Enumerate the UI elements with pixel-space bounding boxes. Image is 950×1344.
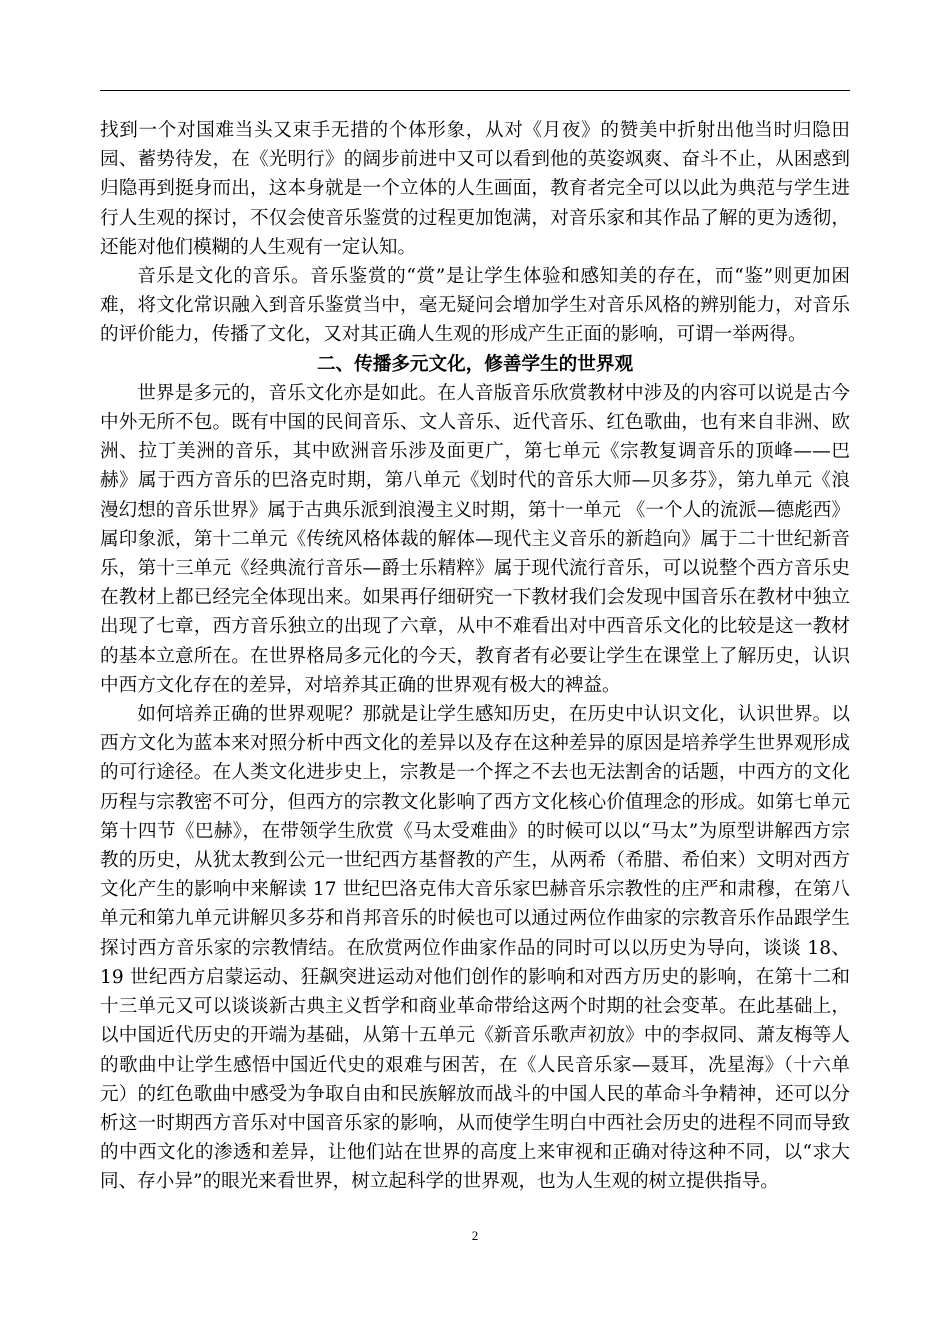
page-number: 2 xyxy=(471,1228,479,1243)
section-paragraph: 世界是多元的，音乐文化亦是如此。在人音版音乐欣赏教材中涉及的内容可以说是古今中外无所不包。既有中国的民间音乐、文人音乐、近代音乐、红色歌曲，也有来自非洲、欧洲、拉丁美洲的音乐，其中欧洲音乐涉及面更广，第七单元《宗教复调音乐的顶峰——巴赫》属于西方音乐的巴洛克时期，第八单元《划时代的音乐大师—贝多芬》，第九单元《浪漫幻想的音乐世界》属于古典乐派到浪漫主义时期，第十一单元 《一个人的流派—德彪西》属印象派，第十二单元《传统风格体裁的解体—现代主义音乐的新趋向》属于二十世纪新音乐，第十三单元《经典流行音乐—爵士乐精粹》属于现代流行音乐，可以说整个西方音乐史在教材上都已经完全体现出来。如果再仔细研究一下教材我们会发现中国音乐在教材中独立出现了七章，西方音乐独立的出现了六章，从中不难看出对中西音乐文化的比较是这一教材的基本立意所在。在世界格局多元化的今天，教育者有必要让学生在课堂上了解历史，认识中西方文化存在的差异，对培养其正确的世界观有极大的裨益。 xyxy=(100,382,850,696)
body-paragraph: 音乐是文化的音乐。音乐鉴赏的“赏”是让学生体验和感知美的存在，而“鉴”则更加困难，将文化常识融入到音乐鉴赏当中，毫无疑问会增加学生对音乐风格的辨别能力，对音乐的评价能力，传播了文化，又对其正确人生观的形成产生正面的影响，可谓一举两得。 xyxy=(100,266,850,346)
body-paragraph-continued: 找到一个对国难当头又束手无措的个体形象，从对《月夜》的赞美中折射出他当时归隐田园、蓄势待发，在《光明行》的阔步前进中又可以看到他的英姿飒爽、奋斗不止，从困惑到归隐再到挺身而出，这本身就是一个立体的人生画面，教育者完全可以以此为典范与学生进行人生观的探讨，不仅会使音乐鉴赏的过程更加饱满，对音乐家和其作品了解的更为透彻，还能对他们模糊的人生观有一定认知。 xyxy=(100,120,850,258)
header-rule xyxy=(100,90,850,91)
section-paragraph: 如何培养正确的世界观呢？那就是让学生感知历史，在历史中认识文化，认识世界。以西方文化为蓝本来对照分析中西文化的差异以及存在这种差异的原因是培养学生世界观形成的可行途径。在人类文化进步史上，宗教是一个挥之不去也无法割舍的话题，中西方的文化历程与宗教密不可分，但西方的宗教文化影响了西方文化核心价值理念的形成。如第七单元第十四节《巴赫》，在带领学生欣赏《马太受难曲》的时候可以以“马太”为原型讲解西方宗教的历史，从犹太教到公元一世纪西方基督教的产生，从两希（希腊、希伯来）文明对西方文化产生的影响中来解读 17 世纪巴洛克伟大音乐家巴赫音乐宗教性的庄严和肃穆，在第八单元和第九单元讲解贝多芬和肖邦音乐的时候也可以通过两位作曲家的宗教音乐作品跟学生探讨西方音乐家的宗教情结。在欣赏两位作曲家作品的同时可以以历史为导向，谈谈 18、19 世纪西方启蒙运动、狂飙突进运动对他们创作的影响和对西方历史的影响，在第十二和十三单元又可以谈谈新古典主义哲学和商业革命带给这两个时期的社会变革。在此基础上，以中国近代历史的开端为基础，从第十五单元《新音乐歌声初放》中的李叔同、萧友梅等人的歌曲中让学生感悟中国近代史的艰难与困苦，在《人民音乐家—聂耳，冼星海》（十六单元）的红色歌曲中感受为争取自由和民族解放而战斗的中国人民的革命斗争精神，还可以分析这一时期西方音乐对中国音乐家的影响，从而使学生明白中西社会历史的进程不同而导致的中西文化的渗透和差异，让他们站在世界的高度上来审视和正确对待这种不同，以“求大同、存小异”的眼光来看世界，树立起科学的世界观，也为人生观的树立提供指导。 xyxy=(100,704,850,1193)
document-body xyxy=(100,116,850,1197)
section-heading: 二、传播多元文化，修善学生的世界观 xyxy=(316,353,634,375)
